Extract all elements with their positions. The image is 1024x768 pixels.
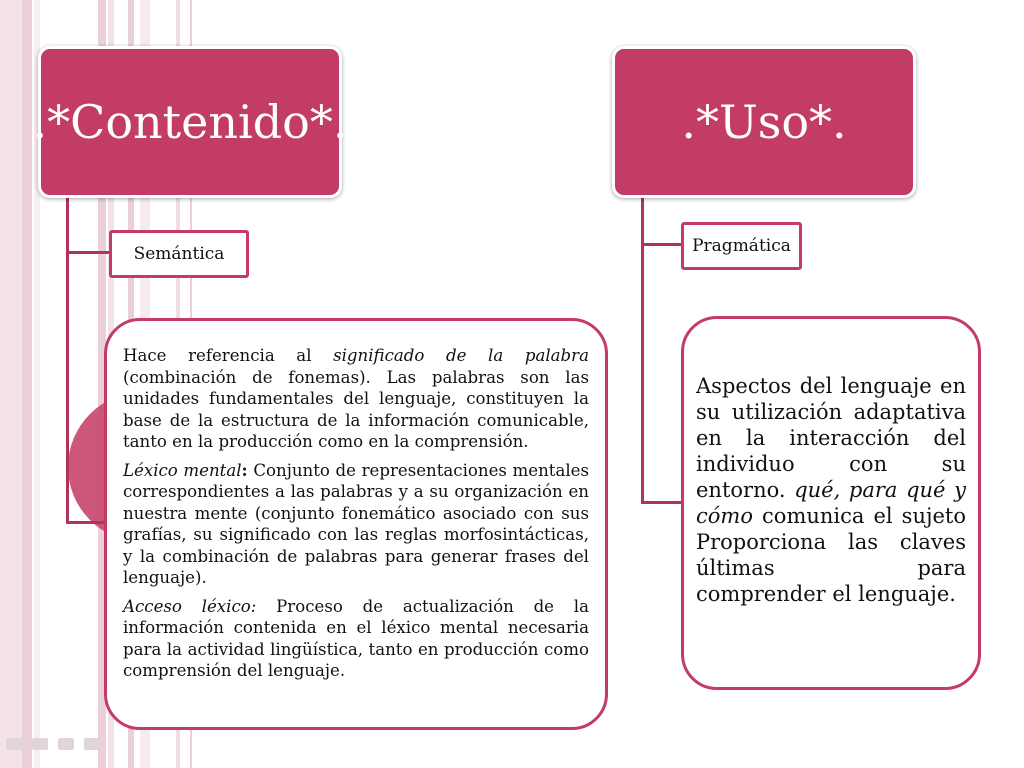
decor-stripe xyxy=(22,0,32,768)
label-semantica-text: Semántica xyxy=(133,244,225,264)
text-segment: Hace referencia al xyxy=(123,346,334,365)
decor-stripe xyxy=(0,0,22,768)
text-segment: Proceso de actualización de la información contenida en el léxico mental necesaria para la actividad lingüística, tanto en producción como comprensión del lenguaje. xyxy=(123,596,589,680)
paragraph-lexico-mental xyxy=(123,460,589,589)
connector-left-to-box xyxy=(66,521,108,524)
paragraph-significado xyxy=(123,345,589,453)
header-contenido-text: .*Contenido*. xyxy=(32,95,348,149)
label-pragmatica-text: Pragmática xyxy=(692,236,791,256)
text-segment: : xyxy=(241,459,248,480)
connector-right-vertical xyxy=(641,194,644,504)
previous-icon[interactable] xyxy=(6,738,22,750)
connector-left-to-semantica xyxy=(66,251,110,254)
header-contenido xyxy=(32,46,348,198)
emphasis-acceso-lexico: Acceso léxico: xyxy=(123,596,257,616)
emphasis-que-para-que-como: qué, para qué y cómo xyxy=(696,478,966,528)
paragraph-acceso-lexico xyxy=(123,596,589,682)
text-segment: Aspectos del lenguaje en su utilización adaptativa en la interacción del individuo con su entorno. xyxy=(696,374,966,502)
pen-icon[interactable] xyxy=(32,738,48,750)
text-segment: comunica el sujeto Proporciona las claves últimas para comprender el lenguaje. xyxy=(696,504,966,606)
text-segment: Conjunto de representaciones mentales correspondientes a las palabras y a su organización en nuestra mente (conjunto fonemático asociado con sus grafías, su significado con las reglas morfosintácticas, y la combinación de palabras para generar frases del lenguaje). xyxy=(123,460,589,587)
next-icon[interactable] xyxy=(84,738,100,750)
label-semantica xyxy=(109,230,249,278)
label-pragmatica xyxy=(681,222,802,270)
connector-right-to-pragmatica xyxy=(641,243,683,246)
semantica-description-box xyxy=(104,318,608,730)
emphasis-lexico-mental: Léxico mental xyxy=(123,460,242,480)
header-uso-text: .*Uso*. xyxy=(681,95,847,149)
connector-right-to-box xyxy=(641,501,684,504)
connector-left-vertical xyxy=(66,194,69,524)
emphasis-significado: significado de la palabra xyxy=(333,346,589,365)
menu-icon[interactable] xyxy=(58,738,74,750)
slideshow-toolbar xyxy=(6,738,100,750)
pragmatica-description-box xyxy=(681,316,981,690)
header-uso xyxy=(612,46,916,198)
text-segment: (combinación de fonemas). Las palabras son las unidades fundamentales del lenguaje, constituyen la base de la estructura de la información comunicable, tanto en la producción como en la comprensión. xyxy=(123,367,589,451)
